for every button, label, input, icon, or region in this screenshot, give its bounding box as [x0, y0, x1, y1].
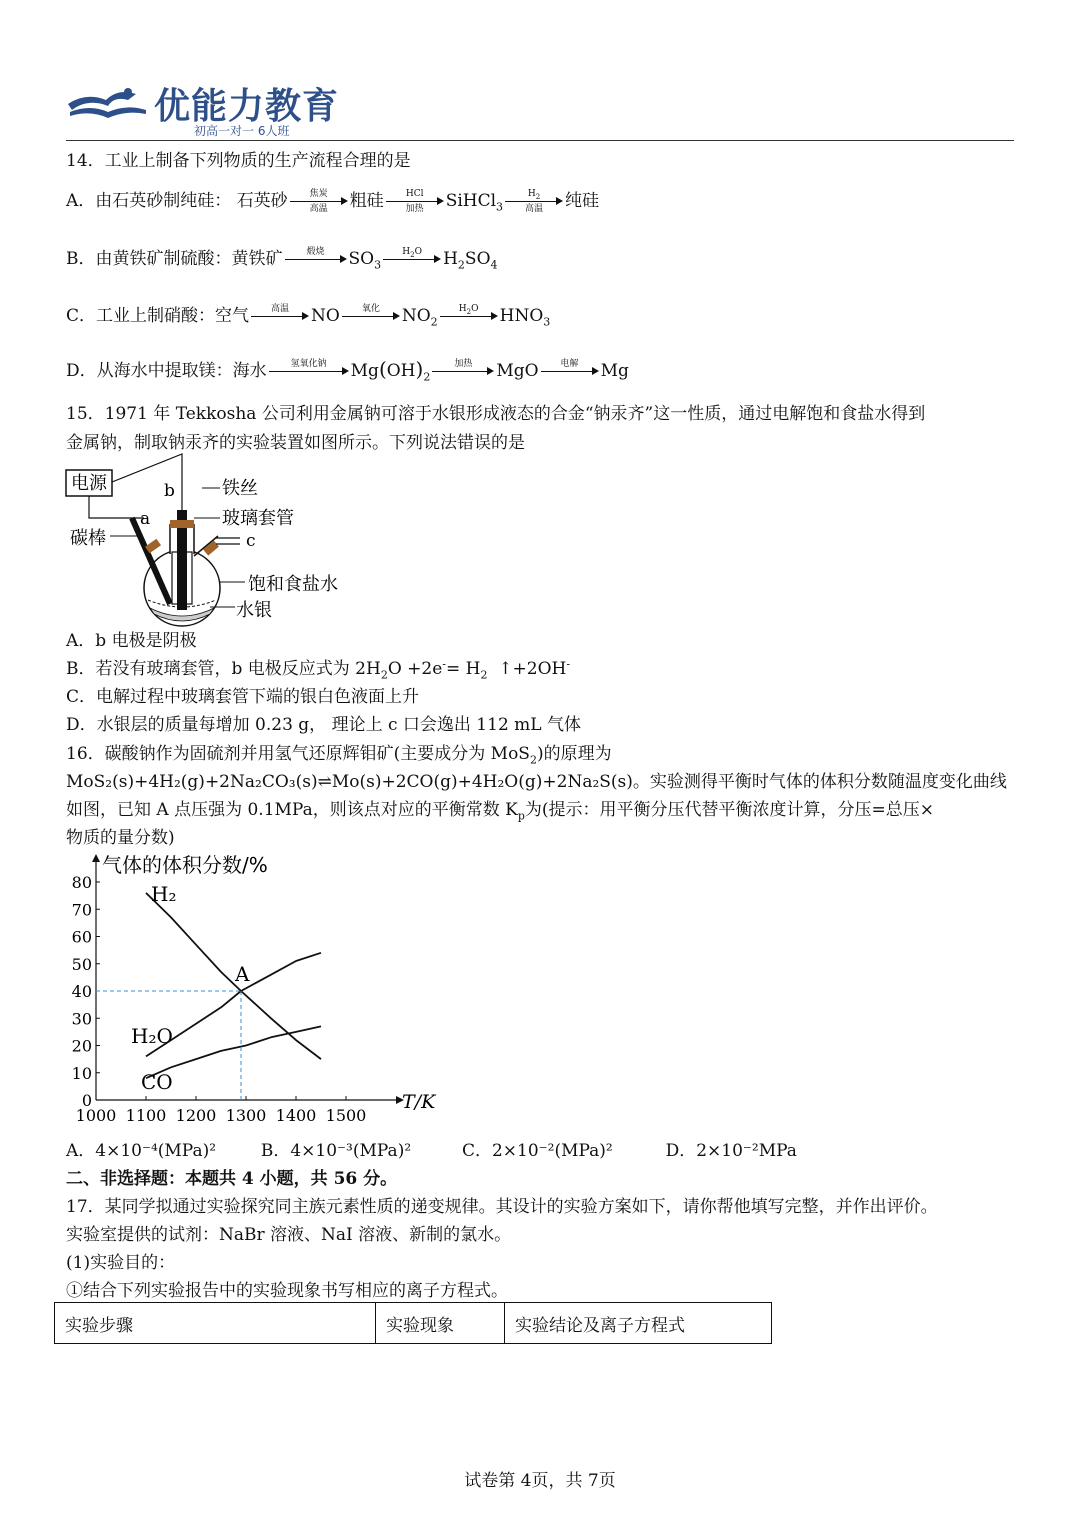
table-header-cell: 实验现象 [376, 1303, 505, 1344]
q15-option-b: B．若没有玻璃套管，b 电极反应式为 $2H_2O +2e^-= H_2$ ↑+2OH- [66, 657, 571, 682]
q16-option-b: B．4×10⁻³(MPa)² [260, 1141, 412, 1161]
y-tick-label: 70 [71, 900, 92, 920]
power-label: 电源 [71, 473, 107, 494]
arrow: $H_2O$ [383, 250, 441, 270]
q16-stem-1: 16．碳酸钠作为固硫剂并用氢气还原辉钼矿(主要成分为 MoS$_2$)的原理为 [66, 744, 612, 767]
volume-fraction-chart [60, 850, 460, 1130]
y-tick-label: 60 [71, 927, 92, 947]
brand-logo-icon [66, 84, 150, 124]
y-tick-label: 20 [71, 1036, 92, 1056]
y-tick-label: 80 [71, 873, 92, 892]
point-a-label: A [235, 962, 250, 986]
header-rule [66, 140, 1014, 141]
brine-label: 饱和食盐水 [248, 574, 338, 595]
electrode-a-label: a [140, 509, 151, 529]
q17-stem-2: 实验室提供的试剂：NaBr 溶液、NaI 溶液、新制的氯水。 [66, 1225, 512, 1245]
iron-wire-label: 铁丝 [222, 478, 258, 499]
q16-option-a: A．4×10⁻⁴(MPa)² [66, 1141, 217, 1161]
x-tick-label: 1200 [175, 1106, 217, 1125]
arrow: 高温 [251, 307, 309, 327]
q16-option-d: D．2×10⁻²MPa [665, 1141, 797, 1161]
arrow: 氧化 [342, 307, 400, 327]
series-label: CO [141, 1070, 173, 1095]
brand-name: 优能力教育 [154, 86, 340, 127]
table-header-cell: 实验结论及离子方程式 [505, 1303, 772, 1344]
q14-stem: 14．工业上制备下列物质的生产流程合理的是 [66, 151, 411, 171]
q16-equation: MoS₂(s)+4H₂(g)+2Na₂CO₃(s)⇌Mo(s)+2CO(g)+4H₂O(g)+2Na₂S(s)。实验测得平衡时气体的体积分数随温度变化曲线 [66, 772, 1007, 792]
mercury-label: 水银 [236, 600, 272, 621]
q15-option-d: D．水银层的质量每增加 0.23 g， 理论上 c 口会逸出 112 mL 气体 [66, 715, 581, 735]
q15-option-a: A．b 电极是阴极 [66, 631, 197, 651]
q15-option-c: C．电解过程中玻璃套管下端的银白色液面上升 [66, 687, 420, 707]
q15-stem-1: 15．1971 年 Tekkosha 公司利用金属钠可溶于水银形成液态的合金“钠汞齐”这一性质，通过电解饱和食盐水得到 [66, 404, 926, 424]
arrow: 氢氧化钠 [269, 362, 349, 382]
y-axis-arrow [92, 854, 100, 862]
series-label: H₂O [131, 1023, 173, 1048]
experiment-report-table [54, 1302, 772, 1344]
x-tick-label: 1400 [275, 1106, 317, 1125]
x-tick-label: 1000 [75, 1106, 117, 1125]
page-footer: 试卷第 4页，共 7页 [464, 1471, 616, 1491]
section-heading: 二、非选择题：本题共 4 小题，共 56 分。 [66, 1169, 398, 1189]
q16-stem-3: 如图，已知 A 点压强为 0.1MPa，则该点对应的平衡常数 $K_p$为(提示：用平衡分压代替平衡浓度计算，分压=总压× [66, 800, 935, 823]
x-tick-label: 1100 [125, 1106, 167, 1125]
arrow: $H_2$ 高温 [505, 192, 563, 212]
arrow: $H_2O$ [440, 307, 498, 327]
x-tick-label: 1300 [225, 1106, 267, 1125]
arrow: 焦炭 高温 [290, 192, 348, 212]
q17-stem-1: 17．某同学拟通过实验探究同主族元素性质的递变规律。其设计的实验方案如下，请你帮他填写完整，并作出评价。 [66, 1197, 938, 1217]
arrow: 电解 [541, 362, 599, 382]
table-header-cell: 实验步骤 [55, 1303, 376, 1344]
outlet-c-label: c [246, 531, 256, 551]
arrow: HCl 加热 [386, 192, 444, 212]
q16-stem-4: 物质的量分数) [66, 828, 175, 848]
y-tick-label: 50 [71, 954, 92, 974]
y-tick-label: 0 [81, 1091, 92, 1110]
q14-option-c: C．工业上制硝酸：空气 高温 NO 氧化 $NO_2$ $H_2O$ $HNO_3$ [66, 303, 551, 329]
q16-options [66, 1136, 797, 1161]
series-label: H₂ [151, 882, 177, 907]
q15-stem-2: 金属钠，制取钠汞齐的实验装置如图所示。下列说法错误的是 [66, 433, 525, 453]
x-tick-label: 1500 [325, 1106, 367, 1125]
electrode-b-label: b [164, 481, 175, 501]
y-tick-label: 10 [71, 1063, 92, 1083]
y-tick-label: 30 [71, 1009, 92, 1029]
carbon-rod-label: 碳棒 [70, 528, 106, 549]
y-axis-label: 气体的体积分数/% [102, 853, 268, 877]
q17-part-1: (1)实验目的： [66, 1253, 176, 1273]
electrolysis-apparatus-diagram [60, 452, 380, 628]
table-row [55, 1303, 772, 1344]
x-axis-label: T/K [402, 1091, 436, 1113]
brand-tagline: 初高一对一 6人班 [194, 124, 290, 138]
q14-option-b: B．由黄铁矿制硫酸：黄铁矿 煅烧 $SO_3$ $H_2O$ $H_2SO_4$ [66, 246, 498, 272]
q14-option-a: A．由石英砂制纯硅： 石英砂 焦炭 高温 粗硅 HCl 加热 SiHCl$_3$ $H_2$ 高温 纯硅 [66, 188, 600, 214]
arrow: 加热 [432, 362, 494, 382]
q16-option-c: C．2×10⁻²(MPa)² [461, 1141, 613, 1161]
arrow: 煅烧 [285, 250, 347, 270]
glass-sleeve-label: 玻璃套管 [222, 508, 294, 529]
q14-option-d: D．从海水中提取镁：海水 氢氧化钠 $Mg(OH)_2$ 加热 MgO 电解 Mg [66, 357, 629, 384]
q17-part-1-item: ①结合下列实验报告中的实验现象书写相应的离子方程式。 [66, 1281, 508, 1301]
y-tick-label: 40 [71, 982, 92, 1001]
